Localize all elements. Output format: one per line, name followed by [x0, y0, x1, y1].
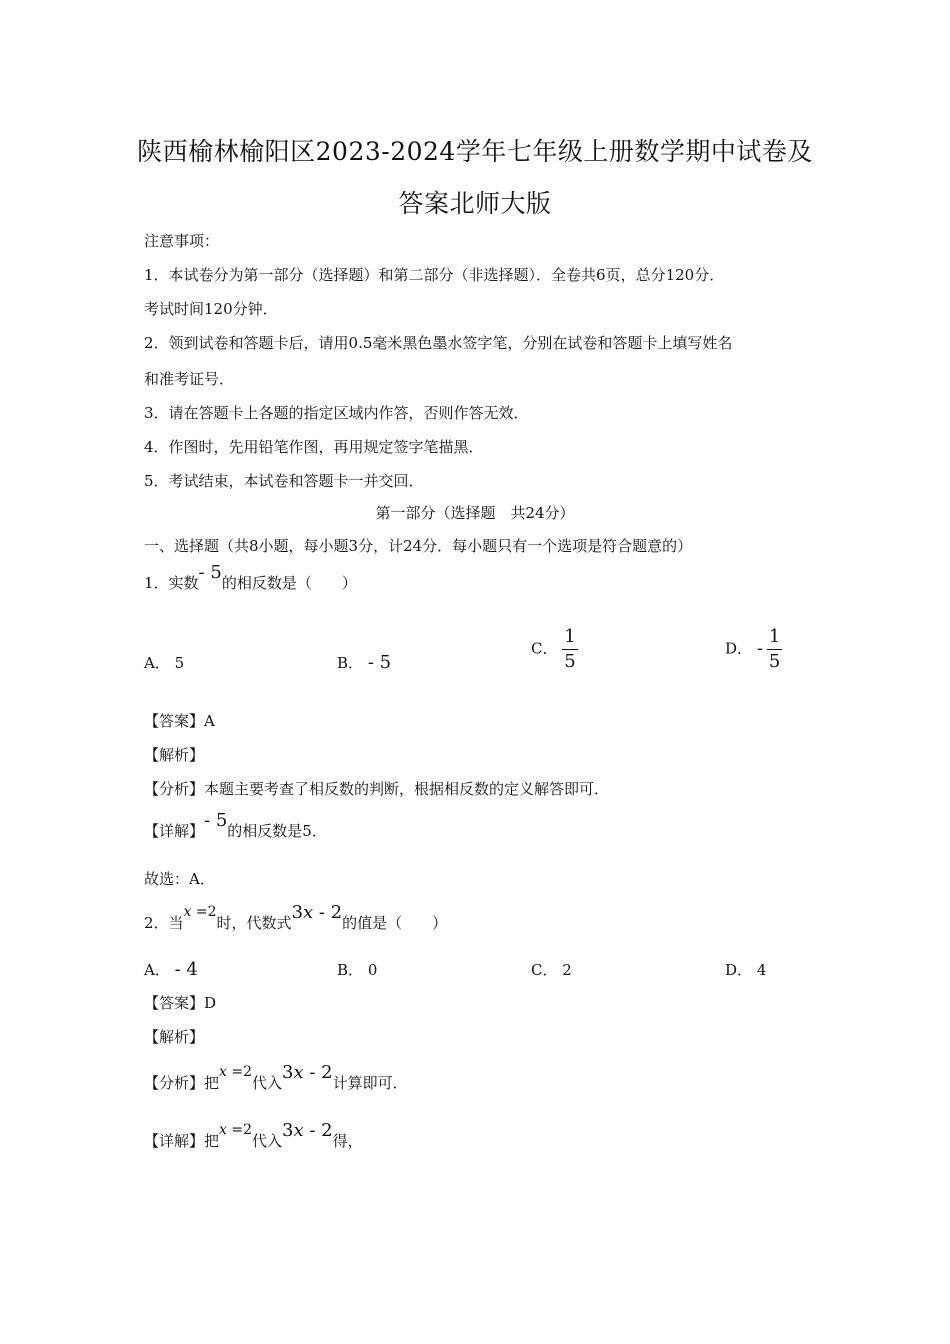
q1-option-a [144, 652, 184, 673]
expression-rest: - 2 [303, 1062, 333, 1083]
q1-option-b [337, 652, 391, 673]
q1-option-c [531, 625, 578, 674]
note-line-4: 和准考证号． [144, 370, 235, 388]
option-label: D． [725, 639, 753, 658]
q1-prefix: 1．实数 [144, 574, 199, 592]
note-line-3: 2．领到试卷和答题卡后，请用0.5毫米黑色墨水签字笔，分别在试卷和答题卡上填写姓名 [144, 334, 733, 352]
fraction [562, 625, 577, 674]
option-label: C． [531, 639, 558, 658]
variable-x: x [293, 1062, 304, 1083]
q2-condition [184, 904, 217, 920]
q2-analysis [144, 1062, 408, 1093]
q2-answer: 【答案】D [144, 994, 217, 1012]
note-line-5: 3．请在答题卡上各题的指定区域内作答，否则作答无效． [144, 404, 529, 422]
q1-suffix: 的相反数是（ ） [221, 574, 357, 592]
fraction-denominator: 5 [564, 651, 576, 672]
q1-analysis: 【分析】本题主要考查了相反数的判断，根据相反数的定义解答即可． [144, 780, 610, 798]
q1-math: - 5 [198, 562, 222, 583]
question-2 [144, 902, 448, 933]
option-label: B． [337, 961, 364, 979]
variable-x: x [219, 1122, 227, 1138]
coefficient: 3 [291, 902, 304, 923]
coefficient: 3 [282, 1120, 294, 1141]
detail-mid: 代入 [252, 1132, 283, 1150]
q2-option-b [337, 959, 377, 980]
coefficient: 3 [282, 1062, 294, 1083]
notes-heading: 注意事项： [144, 232, 220, 250]
variable-x: x [303, 902, 314, 923]
expression-rest: - 2 [313, 902, 343, 923]
q2-prefix: 2．当 [144, 914, 184, 932]
condition-rest: =2 [226, 1064, 253, 1080]
q1-answer: 【答案】A [144, 712, 215, 730]
option-label: D． [725, 961, 753, 979]
option-label: B． [337, 654, 364, 672]
option-value: 4 [756, 961, 767, 979]
variable-x: x [183, 904, 192, 920]
fraction [767, 625, 782, 674]
analysis-prefix: 【分析】把 [144, 1074, 220, 1092]
detail-math: - 5 [204, 810, 228, 831]
q2-suffix: 的值是（ ） [342, 914, 448, 932]
detail-prefix: 【详解】把 [144, 1132, 220, 1150]
option-value: 0 [367, 961, 378, 979]
detail-suffix: 得， [332, 1132, 363, 1150]
analysis-condition [219, 1064, 252, 1080]
q2-option-a [144, 959, 198, 980]
q2-mid: 时，代数式 [216, 914, 292, 932]
note-line-6: 4．作图时，先用铅笔作图，再用规定签字笔描黑． [144, 438, 484, 456]
option-value: 2 [562, 961, 572, 979]
q1-option-d [725, 625, 782, 674]
detail-suffix: 的相反数是5． [227, 822, 327, 840]
detail-expression [282, 1120, 333, 1141]
analysis-expression [282, 1062, 333, 1083]
variable-x: x [293, 1120, 304, 1141]
q1-choose: 故选：A． [144, 870, 215, 888]
note-line-2: 考试时间120分钟． [144, 300, 278, 318]
detail-prefix: 【详解】 [144, 822, 205, 840]
section1-heading: 一、选择题（共8小题，每小题3分，计24分．每小题只有一个选项是符合题意的） [144, 537, 693, 555]
option-label: C． [531, 961, 558, 979]
expression-rest: - 2 [303, 1120, 333, 1141]
option-value: - 4 [174, 959, 198, 980]
negative-sign: - [756, 637, 763, 659]
option-label: A． [144, 961, 170, 979]
part1-heading: 第一部分（选择题 共24分） [375, 504, 575, 522]
note-line-1: 1．本试卷分为第一部分（选择题）和第二部分（非选择题）．全卷共6页，总分120分． [144, 266, 725, 284]
condition-rest: =2 [226, 1122, 253, 1138]
variable-x: x [219, 1064, 227, 1080]
fraction-denominator: 5 [768, 651, 781, 672]
document-title-line-1: 陕西榆林榆阳区2023-2024学年七年级上册数学期中试卷及 [137, 137, 813, 166]
detail-condition [219, 1122, 252, 1138]
q2-detail [144, 1120, 363, 1151]
note-line-7: 5．考试结束，本试卷和答题卡一并交回． [144, 472, 424, 490]
q1-detail [144, 810, 327, 841]
fraction-numerator: 1 [768, 626, 781, 647]
q2-analysis-heading: 【解析】 [144, 1028, 205, 1046]
fraction-numerator: 1 [564, 626, 576, 647]
option-value: 5 [174, 654, 185, 672]
option-label: A． [144, 654, 170, 672]
option-value: - 5 [367, 652, 392, 673]
document-title-line-2: 答案北师大版 [398, 189, 552, 218]
q2-option-d [725, 959, 766, 980]
analysis-suffix: 计算即可． [332, 1074, 408, 1092]
q2-expression [292, 902, 343, 923]
q1-analysis-heading: 【解析】 [144, 746, 205, 764]
analysis-mid: 代入 [252, 1074, 283, 1092]
condition-rest: =2 [191, 904, 217, 920]
question-1 [144, 562, 357, 593]
q2-option-c [531, 959, 572, 980]
